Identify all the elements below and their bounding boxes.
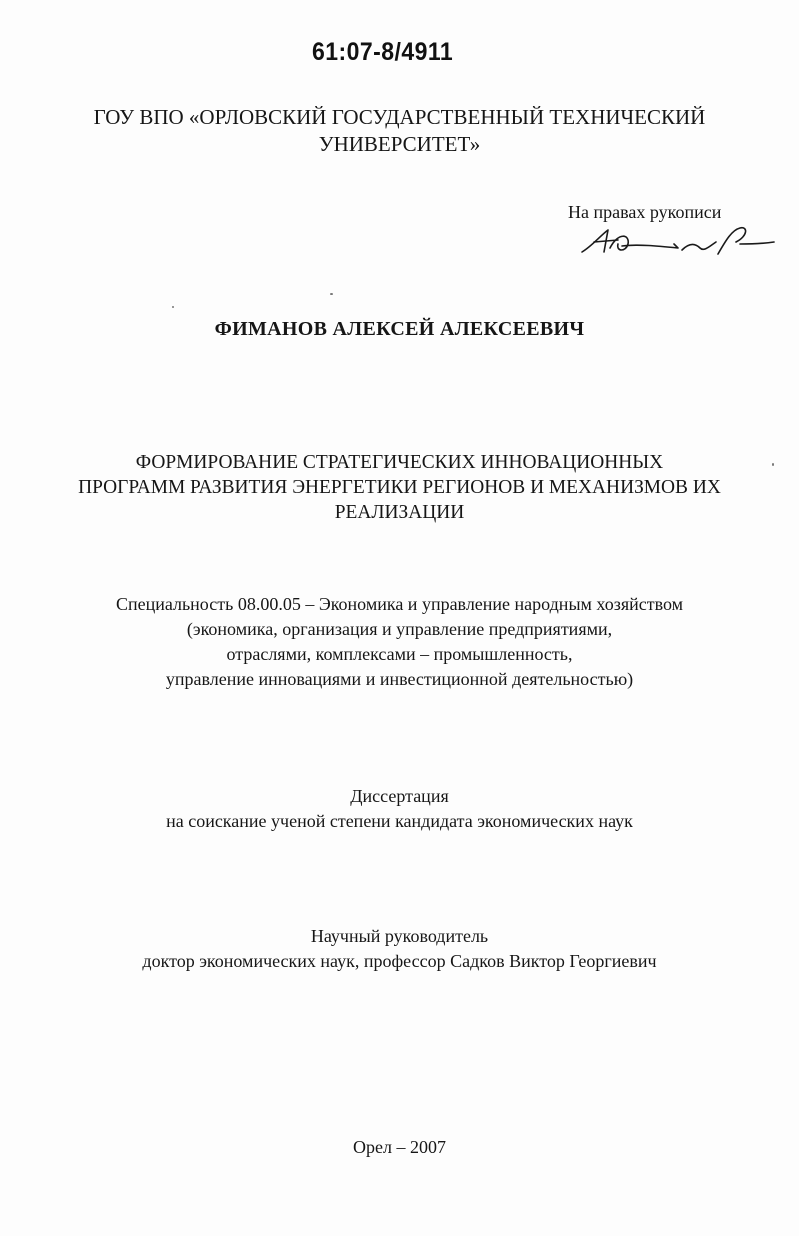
specialty-line-1: Специальность 08.00.05 – Экономика и управление народным хозяйством [115,594,684,614]
specialty-line-4: управление инновациями и инвестиционной деятельностью) [165,669,634,689]
degree-line-2: на соискание ученой степени кандидата экономических наук [166,811,633,831]
scan-speck [772,463,774,466]
dissertation-title [12,450,787,525]
manuscript-note: На правах рукописи [568,202,722,222]
supervisor-line-2: доктор экономических наук, профессор Садков Виктор Георгиевич [142,951,657,971]
title-line-2: ПРОГРАММ РАЗВИТИЯ ЭНЕРГЕТИКИ РЕГИОНОВ И МЕХАНИЗМОВ ИХ [78,476,721,498]
catalog-stamp: 61:07-8/4911 [312,38,454,66]
supervisor-block [0,924,799,974]
scan-speck [330,293,333,295]
degree-line-1: Диссертация [350,786,449,806]
degree-statement [0,784,799,834]
handwritten-signature [578,222,778,262]
title-line-1: ФОРМИРОВАНИЕ СТРАТЕГИЧЕСКИХ ИННОВАЦИОННЫХ [135,451,664,473]
title-line-3: РЕАЛИЗАЦИИ [334,501,465,523]
institution-name [0,104,799,158]
institution-line-1: ГОУ ВПО «ОРЛОВСКИЙ ГОСУДАРСТВЕННЫЙ ТЕХНИЧЕСКИЙ [93,105,706,129]
author-name: ФИМАНОВ АЛЕКСЕЙ АЛЕКСЕЕВИЧ [214,318,585,340]
specialty-line-2: (экономика, организация и управление предприятиями, [186,619,613,639]
specialty-line-3: отраслями, комплексами – промышленность, [226,644,573,664]
scan-speck [172,306,174,308]
supervisor-line-1: Научный руководитель [310,926,489,946]
city-year: Орел – 2007 [353,1137,446,1157]
specialty-description [0,592,799,692]
institution-line-2: УНИВЕРСИТЕТ» [318,132,481,156]
